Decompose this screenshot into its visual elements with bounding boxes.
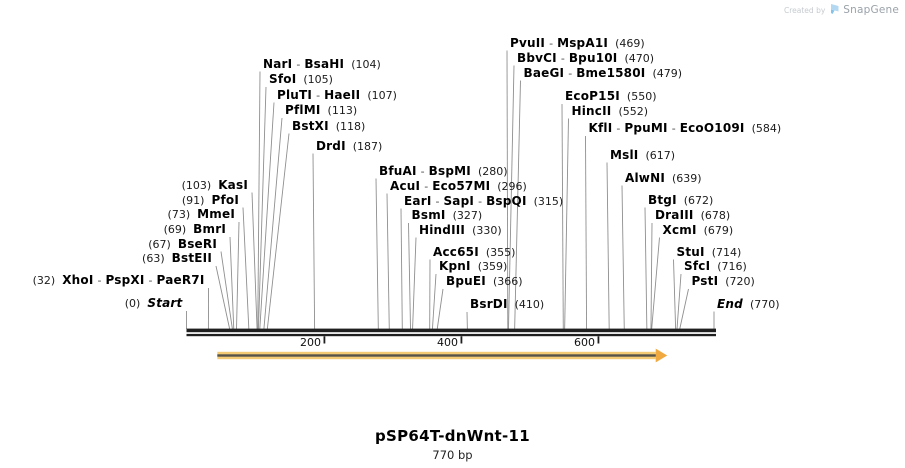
site-label: [142, 252, 212, 265]
enzyme-name: BstEII: [171, 251, 212, 265]
site-position: (73): [167, 208, 191, 221]
site-label: [625, 172, 702, 185]
site-label: [510, 37, 645, 50]
site-position: (552): [618, 104, 649, 118]
site-label: [412, 209, 483, 222]
enzyme-name: BfuAI: [379, 163, 417, 178]
name-separator: -: [97, 274, 102, 287]
site-position: (469): [615, 36, 645, 50]
map-title: pSP64T-dnWnt-11: [374, 427, 531, 445]
enzyme-name: PflMI: [285, 103, 321, 117]
site-position: (296): [497, 179, 527, 193]
ruler-tick-label: 400: [437, 335, 459, 349]
site-position: (91): [181, 193, 205, 207]
enzyme-name: DraIII: [655, 208, 694, 222]
site-position: (617): [645, 148, 676, 162]
enzyme-name: PstI: [691, 274, 719, 288]
enzyme-name: MmeI: [197, 207, 235, 221]
site-position: (550): [626, 90, 657, 103]
site-label: [446, 275, 523, 288]
site-position: (327): [452, 209, 483, 222]
title-block: [0, 427, 905, 462]
site-label: [182, 179, 248, 192]
enzyme-name: AlwNI: [625, 170, 665, 185]
enzyme-name: HaeII: [324, 87, 361, 102]
site-label: [610, 149, 675, 162]
site-label: [717, 298, 780, 311]
name-separator: -: [568, 66, 573, 80]
site-label: [648, 194, 713, 207]
enzyme-name: BpuEI: [446, 274, 486, 288]
site-position: (104): [351, 57, 381, 71]
enzyme-name: PvuII: [510, 35, 546, 50]
site-label: [404, 195, 563, 208]
enzyme-name: End: [717, 296, 743, 311]
site-position: (67): [148, 237, 171, 251]
site-position: (672): [683, 193, 714, 207]
map-length: 770 bp: [432, 448, 473, 462]
site-position: (479): [652, 66, 683, 80]
site-position: (470): [624, 51, 655, 65]
site-position: (280): [477, 164, 508, 178]
site-label: [684, 260, 747, 273]
enzyme-name: EarI: [404, 193, 432, 208]
enzyme-name: EcoO109I: [679, 121, 745, 135]
site-label: [419, 224, 502, 237]
enzyme-name: BsmI: [411, 208, 446, 222]
site-label: [379, 165, 508, 178]
site-position: (118): [335, 119, 366, 133]
enzyme-name: PluTI: [277, 87, 313, 102]
site-label: [263, 58, 381, 71]
site-label: [524, 67, 683, 80]
site-label: [565, 90, 657, 103]
name-separator: -: [616, 122, 621, 135]
site-label: [285, 104, 357, 117]
snapgene-logo-icon: [829, 3, 839, 17]
enzyme-name: BaeGI: [523, 65, 565, 80]
enzyme-name: SapI: [443, 193, 475, 208]
site-label: [164, 223, 226, 236]
site-position: (103): [181, 178, 212, 192]
created-by-text: Created by: [784, 5, 826, 15]
site-label: [517, 52, 654, 65]
site-position: (32): [32, 274, 56, 287]
enzyme-name: HincII: [571, 103, 612, 118]
name-separator: -: [478, 194, 483, 208]
ruler-tick-label: 200: [300, 335, 322, 349]
enzyme-name: XhoI: [62, 273, 94, 287]
site-label: [125, 297, 183, 310]
site-position: (359): [477, 260, 508, 273]
site-label: [655, 209, 730, 222]
enzyme-name: StuI: [676, 244, 705, 259]
enzyme-name: MslI: [610, 147, 639, 162]
site-label: [33, 274, 205, 287]
enzyme-name: BsaHI: [304, 56, 345, 71]
enzyme-name: DrdI: [316, 138, 346, 153]
enzyme-name: HindIII: [419, 222, 466, 237]
site-label: [589, 122, 782, 135]
enzyme-name: BtgI: [648, 192, 677, 207]
site-label: [439, 260, 507, 273]
site-label: [677, 246, 742, 259]
enzyme-name: XcmI: [662, 222, 697, 237]
enzyme-name: KasI: [218, 177, 248, 192]
enzyme-name: Bme1580I: [576, 65, 646, 80]
enzyme-name: SfoI: [269, 72, 297, 86]
enzyme-name: AcuI: [390, 178, 421, 193]
site-position: (107): [367, 88, 397, 102]
site-position: (63): [142, 252, 165, 265]
enzyme-name: PfoI: [211, 192, 239, 207]
site-position: (714): [711, 245, 742, 259]
site-position: (716): [717, 260, 747, 273]
site-label: [316, 140, 382, 153]
site-position: (678): [700, 209, 731, 222]
site-label: [269, 73, 333, 86]
name-separator: -: [316, 88, 321, 102]
site-position: (0): [124, 297, 141, 310]
enzyme-name: Start: [147, 296, 183, 310]
enzyme-name: BspQI: [486, 193, 527, 208]
site-label: [148, 238, 217, 251]
site-position: (315): [533, 194, 564, 208]
site-label: [277, 89, 397, 102]
site-position: (69): [163, 223, 187, 236]
enzyme-name: BmrI: [193, 222, 226, 236]
site-label: [168, 208, 235, 221]
site-position: (639): [672, 171, 702, 185]
site-label: [292, 120, 365, 133]
enzyme-name: EcoP15I: [565, 89, 620, 103]
name-separator: -: [148, 274, 153, 287]
enzyme-name: BspMI: [428, 163, 471, 178]
snapgene-watermark: [784, 3, 899, 17]
enzyme-name: BseRI: [177, 236, 217, 251]
site-position: (113): [327, 104, 358, 117]
site-position: (770): [749, 297, 780, 311]
enzyme-name: Bpu10I: [568, 50, 618, 65]
site-label: [470, 298, 544, 311]
site-position: (720): [725, 275, 755, 288]
enzyme-name: KflI: [588, 121, 613, 135]
site-label: [692, 275, 755, 288]
enzyme-name: PpuMI: [624, 121, 668, 135]
enzyme-name: MspA1I: [557, 35, 609, 50]
enzyme-name: Eco57MI: [432, 178, 491, 193]
site-label: [182, 194, 239, 207]
site-position: (330): [472, 223, 502, 237]
enzyme-name: KpnI: [439, 259, 471, 273]
enzyme-name: PaeR7I: [156, 273, 205, 287]
enzyme-name: PspXI: [105, 273, 145, 287]
site-label: [390, 180, 527, 193]
ruler-tick-label: 600: [574, 335, 596, 349]
name-separator: -: [296, 57, 301, 71]
enzyme-name: SfcI: [684, 259, 711, 273]
site-position: (187): [352, 139, 383, 153]
name-separator: -: [420, 164, 425, 178]
site-position: (355): [485, 245, 516, 259]
site-position: (366): [492, 275, 523, 288]
enzyme-name: BstXI: [292, 118, 329, 133]
name-separator: -: [560, 51, 565, 65]
enzyme-name: BbvCI: [517, 50, 557, 65]
snapgene-brand-text: SnapGene: [843, 4, 899, 16]
name-separator: -: [549, 36, 554, 50]
site-position: (105): [303, 73, 333, 86]
site-label: [663, 224, 734, 237]
name-separator: -: [435, 194, 440, 208]
site-label: [433, 246, 515, 259]
enzyme-name: Acc65I: [433, 244, 479, 259]
site-position: (584): [751, 122, 782, 135]
site-position: (679): [703, 223, 734, 237]
site-label: [572, 105, 649, 118]
name-separator: -: [671, 122, 676, 135]
enzyme-name: BsrDI: [470, 297, 508, 311]
site-position: (410): [514, 298, 545, 311]
enzyme-name: NarI: [263, 56, 293, 71]
name-separator: -: [424, 179, 429, 193]
